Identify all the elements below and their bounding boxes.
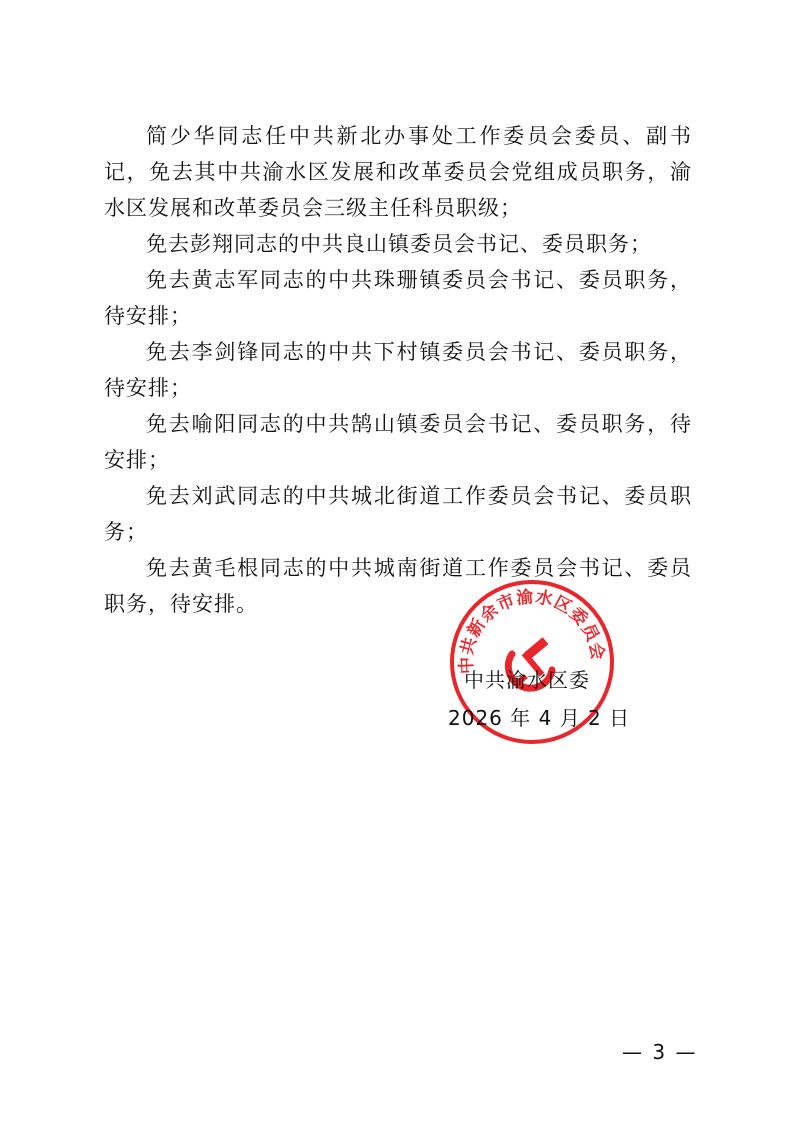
paragraph-3: 免去黄志军同志的中共珠珊镇委员会书记、委员职务，待安排； (104, 268, 692, 328)
paragraph-7: 免去黄毛根同志的中共城南街道工作委员会书记、委员职务，待安排。 (104, 556, 692, 616)
paragraph-5: 免去喻阳同志的中共鹄山镇委员会书记、委员职务，待安排； (104, 412, 692, 472)
document-body (104, 118, 692, 622)
page-number: — 3 — (622, 1040, 698, 1064)
paragraph-2: 免去彭翔同志的中共良山镇委员会书记、委员职务； (146, 232, 652, 256)
signing-date: 2026 年 4 月 2 日 (448, 706, 631, 730)
paragraph-6: 免去刘武同志的中共城北街道工作委员会书记、委员职务； (104, 484, 692, 544)
signing-organization: 中共渝水区委 (464, 668, 590, 692)
paragraph-1: 简少华同志任中共新北办事处工作委员会委员、副书记，免去其中共渝水区发展和改革委员会党组成员职务，渝水区发展和改革委员会三级主任科员职级； (104, 124, 692, 220)
seal-text: 中共新余市渝水区委员会 (456, 587, 608, 675)
paragraph-4: 免去李剑锋同志的中共下村镇委员会书记、委员职务，待安排； (104, 340, 692, 400)
